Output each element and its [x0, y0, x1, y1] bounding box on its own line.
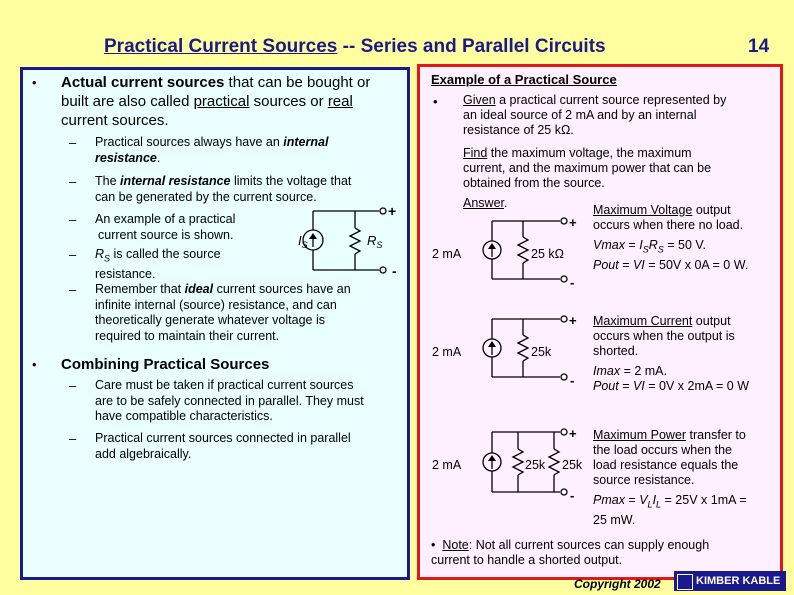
- title-underlined: Practical Current Sources: [104, 36, 338, 57]
- example-heading: Example of a Practical Source: [431, 72, 617, 87]
- max-voltage-text: Maximum Voltage output occurs when there no load. $Vmax = I_SR_S = 50$ V. Pout = VI = 50V x 0A = 0 W.: [593, 203, 749, 272]
- sub-internal-resistance: Practical sources always have an internal resistance.: [95, 135, 329, 165]
- source-label: 2 mA: [432, 345, 462, 359]
- plus-label: +: [569, 215, 577, 230]
- dash: –: [69, 431, 77, 446]
- given-text: Given a practical current source represented by an ideal source of 2 mA and by an internal resistance of 25 kΩ.: [463, 93, 727, 137]
- max-current-circuit: [430, 305, 595, 390]
- sub-ideal-sources: Remember that ideal current sources have an infinite internal (source) resistance, and can theoretically generate whatever voltage is required to maintain their current.: [95, 282, 351, 343]
- dash: –: [69, 135, 77, 150]
- max-voltage-circuit: [430, 207, 595, 292]
- plus-label: +: [569, 313, 577, 328]
- sub-limits-voltage: The internal resistance limits the voltage that can be generated by the current source.: [95, 174, 352, 204]
- dash: –: [69, 247, 77, 262]
- sub-add-algebraically: Practical current sources connected in parallel add algebraically.: [95, 431, 351, 461]
- minus-label: -: [570, 488, 575, 503]
- bullet: •: [32, 357, 37, 372]
- sub-example: An example of a practical current source is shown.: [95, 212, 236, 242]
- minus-terminal-label: -: [392, 263, 397, 278]
- resistor-label: 25k: [525, 458, 546, 472]
- kimber-kable-logo: KIMBER KABLE: [674, 571, 786, 591]
- right-panel: [417, 64, 783, 580]
- rs-label: $R_S$: [367, 233, 383, 250]
- dash: –: [69, 282, 77, 297]
- resistor-label: 25k: [531, 345, 552, 359]
- copyright: Copyright 2002: [574, 577, 661, 591]
- bullet-combining-sources: Combining Practical Sources: [61, 356, 270, 373]
- load-resistor-label: 25k: [562, 458, 583, 472]
- practical-source-circuit: [275, 198, 400, 278]
- sub-rs-source-resistance: $R_S$ is called the source resistance.: [95, 247, 221, 281]
- answer-label: Answer.: [463, 196, 508, 210]
- page-number: 14: [748, 36, 770, 57]
- dash: –: [69, 378, 77, 393]
- left-panel: [20, 67, 410, 580]
- bullet: •: [32, 75, 37, 90]
- title-rest: -- Series and Parallel Circuits: [337, 36, 606, 57]
- resistor-label: 25 kΩ: [531, 247, 564, 261]
- sub-care-parallel: Care must be taken if practical current sources are to be safely connected in parallel. They must have compatible characteristics.: [95, 378, 364, 423]
- max-current-text: Maximum Current output occurs when the output is shorted. Imax = 2 mA. Pout = VI = 0V x 2mA = 0 W: [593, 314, 749, 393]
- slide-title: [0, 36, 794, 60]
- note-text: • Note: Not all current sources can supply enough current to handle a shorted output.: [431, 538, 710, 567]
- logo-k-icon: [677, 574, 693, 590]
- dash: –: [69, 212, 77, 227]
- find-text: Find the maximum voltage, the maximum current, and the maximum power that can be obtained from the source.: [463, 146, 712, 190]
- source-label: 2 mA: [432, 247, 462, 261]
- source-label: 2 mA: [432, 458, 462, 472]
- max-power-circuit: [430, 420, 600, 510]
- dash: –: [69, 174, 77, 189]
- minus-label: -: [570, 373, 575, 388]
- minus-label: -: [570, 275, 575, 290]
- is-label: $I_S$: [298, 233, 308, 250]
- plus-label: +: [569, 426, 577, 441]
- bullet-practical-sources: Actual current sources that can be bought or built are also called practical sources or real current sources.: [61, 74, 371, 129]
- plus-terminal-label: +: [388, 203, 397, 219]
- bullet: •: [433, 94, 438, 109]
- max-power-text: Maximum Power transfer to the load occurs when the load resistance equals the source resistance. $Pmax = V_LI_L = 25V$ x 1mA = 25 mW.: [593, 428, 747, 527]
